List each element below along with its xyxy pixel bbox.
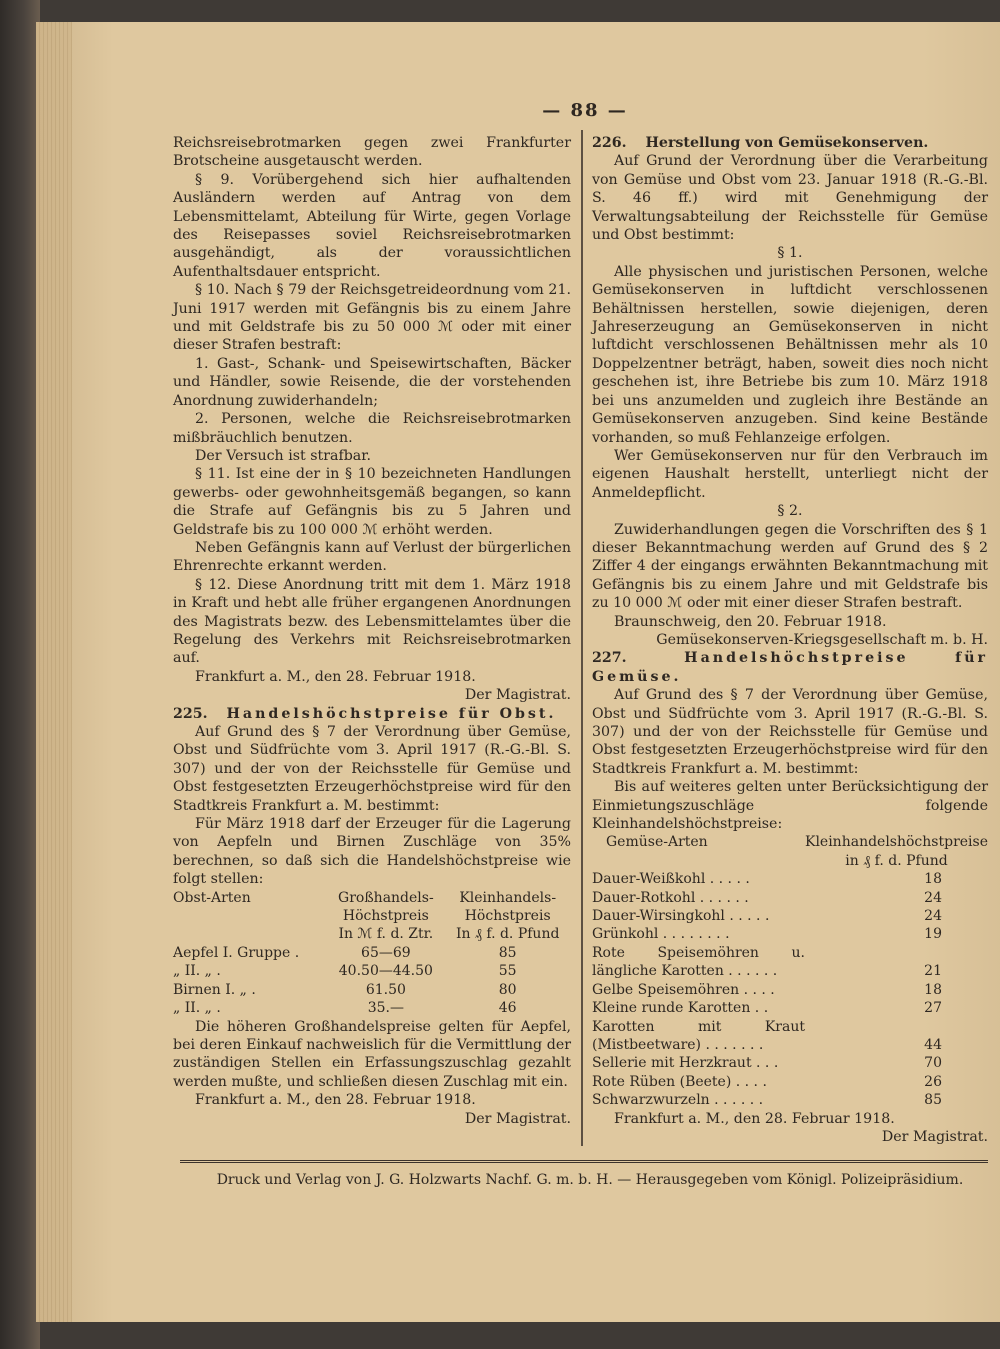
table-header: Obst-Arten: [173, 889, 251, 906]
paragraph: § 9. Vorübergehend sich hier aufhaltenden Ausländern werden auf Antrag von dem Lebensmittelamt, Abteilung für Wirte, gegen Vorlage des Reisepasses soviel Reichsreisebrotmarken ausgehändigt, als der voraussichtlichen Aufenthaltsdauer entspricht.: [173, 171, 571, 280]
table-header: in ₰ f. d. Pfund: [845, 852, 948, 869]
paragraph: Auf Grund der Verordnung über die Verarbeitung von Gemüse und Obst vom 23. Januar 1918 (R.-G.-Bl. S. 46 ff.) wird mit Genehmigung der Verwaltungsabteilung der Reichsstelle für Gemüse und Obst bestimmt:: [592, 153, 988, 244]
table-row: „ II. „ . 35.— 46: [173, 1000, 517, 1017]
table-row: Schwarzwurzeln . . . . . . 85: [592, 1092, 942, 1109]
paragraph: Neben Gefängnis kann auf Verlust der bürgerlichen Ehrenrechte erkannt werden.: [173, 539, 571, 575]
table-header: Höchstpreis: [464, 908, 551, 925]
paragraph: Reichsreisebrotmarken gegen zwei Frankfurter Brotscheine ausgetauscht werden.: [173, 135, 571, 170]
table-row: Dauer-Rotkohl . . . . . . 24: [592, 889, 942, 906]
date-line: Frankfurt a. M., den 28. Februar 1918.: [614, 1110, 895, 1127]
signature: Der Magistrat.: [464, 1110, 571, 1127]
column-divider: [581, 130, 583, 1146]
paragraph: Auf Grund des § 7 der Verordnung über Gemüse, Obst und Südfrüchte vom 3. April 1917 (R.-G.-Bl. S. 307) und der von der Reichsstelle für Gemüse und Obst festgesetzten Erzeugerhöchstpreise wird für den Stadtkreis Frankfurt a. M. bestimmt:: [592, 687, 988, 777]
paragraph: § 10. Nach § 79 der Reichsgetreideordnung vom 21. Juni 1917 werden mit Gefängnis bis zu einem Jahre und mit Geldstrafe bis zu 50 000 ℳ oder mit einer dieser Strafen bestraft:: [173, 282, 571, 354]
left-column: [173, 134, 571, 1128]
date-line: Frankfurt a. M., den 28. Februar 1918.: [195, 668, 476, 685]
date-line: Frankfurt a. M., den 28. Februar 1918.: [195, 1092, 476, 1109]
section-heading-226: [592, 134, 988, 152]
table-row: Karotten mit Kraut (Mistbeetware) . . . . . . . 44: [592, 1018, 942, 1053]
footer-rule: [180, 1160, 988, 1163]
table-header: Höchstpreis: [342, 908, 429, 925]
book-binding: [0, 0, 40, 1349]
table-row: Gelbe Speisemöhren . . . . 18: [592, 981, 942, 998]
table-row: Grünkohl . . . . . . . . 19: [592, 926, 942, 943]
paragraph-marker: § 1.: [777, 245, 803, 262]
section-number: 227.: [592, 650, 627, 667]
paragraph: Auf Grund des § 7 der Verordnung über Gemüse, Obst und Südfrüchte vom 3. April 1917 (R.-G.-Bl. S. 307) und der von der Reichsstelle für Gemüse und Obst festgesetzten Erzeugerhöchstpreise wird für den Stadtkreis Frankfurt a. M. bestimmt:: [173, 724, 571, 814]
paragraph: Bis auf weiteres gelten unter Berücksichtigung der Einmietungszuschläge folgende Kleinhandelshöchstpreise:: [592, 779, 988, 833]
section-heading-227: [592, 649, 988, 686]
paragraph: 1. Gast-, Schank- und Speisewirtschaften, Bäcker und Händler, sowie Reisende, die der vorstehenden Anordnung zuwiderhandeln;: [173, 355, 571, 409]
imprint-footer: Druck und Verlag von J. G. Holzwarts Nachf. G. m. b. H. — Herausgegeben vom Königl. Polizeipräsidium.: [216, 1172, 964, 1188]
section-number: 226.: [592, 135, 627, 151]
section-heading-225: [173, 705, 571, 723]
page-edges: [36, 22, 72, 1322]
table-row: Kleine runde Karotten . . 27: [592, 1000, 942, 1017]
paragraph: 2. Personen, welche die Reichsreisebrotmarken mißbräuchlich benutzen.: [173, 411, 571, 446]
paragraph: § 11. Ist eine der in § 10 bezeichneten Handlungen gewerbs- oder gewohnheitsgemäß begangen, so kann die Strafe auf Gefängnis bis zu 5 Jahren und Geldstrafe bis zu 100 000 ℳ erhöht werden.: [173, 466, 571, 538]
table-header: Kleinhandels-: [459, 889, 557, 906]
table-header: In ℳ f. d. Ztr.: [338, 926, 434, 943]
paragraph: § 12. Diese Anordnung tritt mit dem 1. März 1918 in Kraft und hebt alle früher ergangenen Anordnungen des Magistrats bezw. des Lebensmittelamtes über die Regelung des Verkehrs mit Reichsreisebrotmarken auf.: [173, 576, 571, 667]
table-row: Rote Speisemöhren u. längliche Karotten . . . . . . 21: [592, 944, 942, 980]
paragraph-marker: § 2.: [777, 503, 803, 520]
section-title: Handelshöchstpreise für Gemüse.: [592, 650, 988, 685]
section-number: 225.: [173, 705, 208, 722]
paragraph: Die höheren Großhandelspreise gelten für Aepfel, bei deren Einkauf nachweislich für die Vermittlung der zuständigen Stellen ein Erfassungszuschlag gezahlt werden mußte, und schließen diesen Zuschlag mit ein.: [173, 1018, 571, 1090]
fruit-price-table: [173, 889, 571, 1018]
table-header: Kleinhandelshöchstpreise: [804, 834, 988, 851]
table-header: Großhandels-: [338, 889, 434, 906]
signature: Der Magistrat.: [881, 1128, 988, 1145]
table-header: In ₰ f. d. Pfund: [455, 926, 560, 943]
table-row: Birnen I. „ . 61.50 80: [173, 981, 517, 998]
paragraph: Für März 1918 darf der Erzeuger für die Lagerung von Aepfeln und Birnen Zuschläge von 35% berechnen, so daß sich die Handelshöchstpreise wie folgt stellen:: [173, 816, 571, 888]
paragraph: Alle physischen und juristischen Personen, welche Gemüsekonserven in luftdicht verschlossenen Behältnissen herstellen, sowie diejenigen, deren Jahreserzeugung an Gemüsekonserven in nicht luftdicht verschlossenen Behältnissen mehr als 10 Doppelzentner beträgt, haben, soweit dies noch nicht geschehen ist, ihre Betriebe bis zum 10. März 1918 bei uns anzumelden und zugleich ihre Bestände an Gemüsekonserven anzugeben. Sind keine Bestände vorhanden, so muß Fehlanzeige erfolgen.: [592, 263, 988, 446]
table-row: „ II. „ . 40.50—44.50 55: [173, 963, 517, 980]
table-row: Rote Rüben (Beete) . . . . 26: [592, 1073, 942, 1090]
date-line: Braunschweig, den 20. Februar 1918.: [614, 613, 887, 630]
paragraph: Wer Gemüsekonserven nur für den Verbrauch im eigenen Haushalt herstellt, unterliegt nicht der Anmeldepflicht.: [592, 447, 988, 501]
page-number: — 88 —: [542, 100, 628, 121]
table-row: Aepfel I. Gruppe . 65—69 85: [173, 944, 517, 961]
table-row: Dauer-Wirsingkohl . . . . . 24: [592, 908, 942, 925]
table-header: Gemüse-Arten: [606, 834, 708, 851]
paragraph: Der Versuch ist strafbar.: [195, 447, 371, 464]
table-row: Dauer-Weißkohl . . . . . 18: [592, 871, 942, 888]
signature: Der Magistrat.: [464, 687, 571, 704]
section-title: Handelshöchstpreise für Obst.: [226, 705, 557, 722]
table-row: Sellerie mit Herzkraut . . . 70: [592, 1055, 942, 1072]
vegetable-price-table: [592, 833, 988, 1109]
right-column: [592, 134, 988, 1146]
paragraph: Zuwiderhandlungen gegen die Vorschriften des § 1 dieser Bekanntmachung werden auf Grund des § 2 Ziffer 4 der eingangs erwähnten Bekanntmachung mit Gefängnis bis zu einem Jahre und mit Geldstrafe bis zu 10 000 ℳ oder mit einer dieser Strafen bestraft.: [592, 521, 988, 612]
signature: Gemüsekonserven-Kriegsgesellschaft m. b. H.: [656, 631, 988, 648]
section-title: Herstellung von Gemüsekonserven.: [645, 135, 929, 151]
